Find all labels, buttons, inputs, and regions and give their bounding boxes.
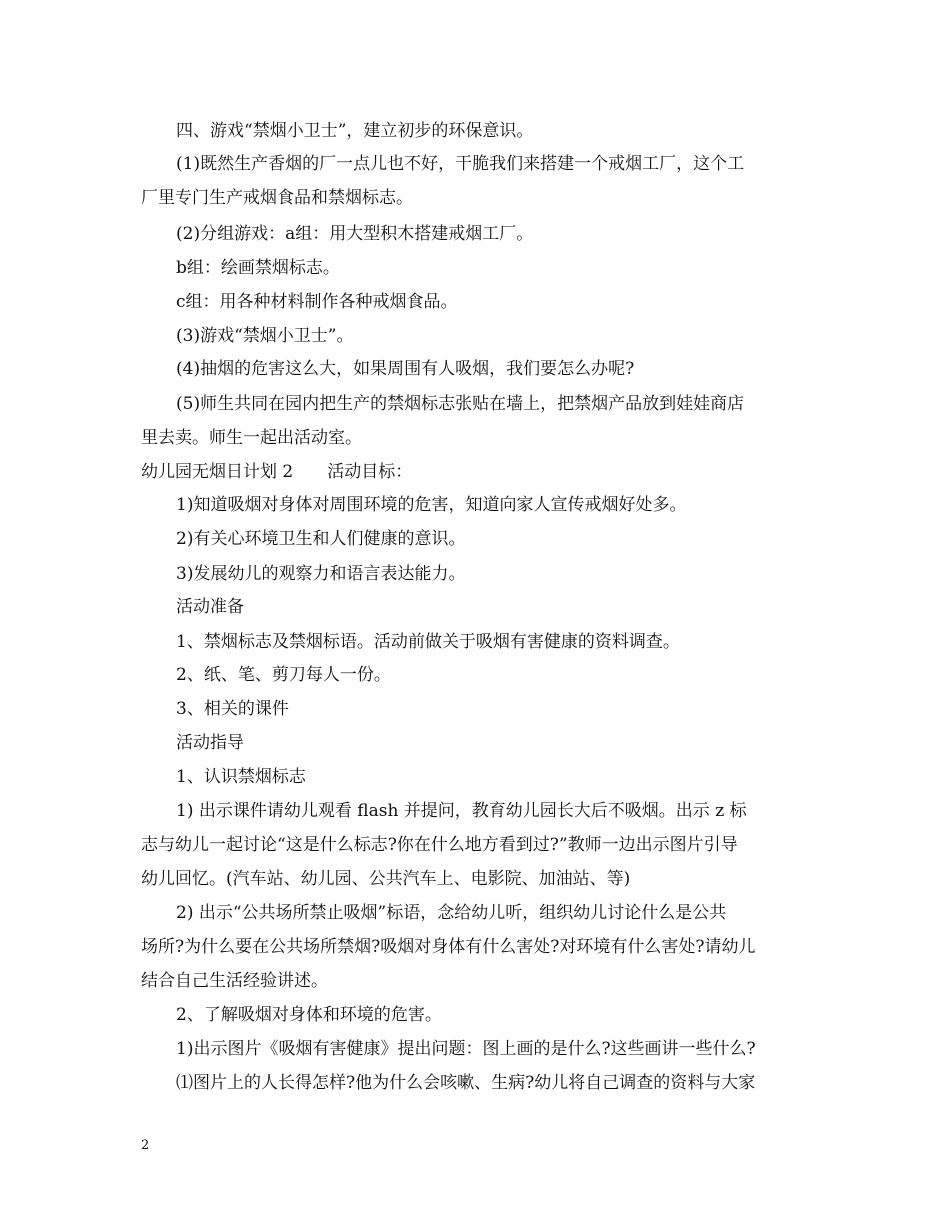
paragraph-text: 2、了解吸烟对身体和环境的危害。 [176,1005,442,1025]
paragraph-text: 3、相关的课件 [176,699,289,719]
paragraph-text: 1)知道吸烟对身体对周围环境的危害，知道向家人宣传戒烟好处多。 [176,495,687,515]
page-number: 2 [141,1138,150,1153]
paragraph-text: b组：绘画禁烟标志。 [176,258,340,278]
paragraph-text: 1) 出示课件请幼儿观看 flash 并提问，教育幼儿园长大后不吸烟。出示 z 标 [176,801,747,821]
paragraph-text: 结合自己生活经验讲述。 [141,971,328,991]
paragraph-text: 2)有关心环境卫生和人们健康的意识。 [176,529,466,549]
paragraph-text: 2) 出示“公共场所禁止吸烟”标语，念给幼儿听，组织幼儿讨论什么是公共 [176,903,727,923]
paragraph-text: 1)出示图片《吸烟有害健康》提出问题：图上画的是什么?这些画讲一些什么? [176,1039,756,1059]
paragraph-text: 里去卖。师生一起出活动室。 [141,428,362,448]
section-heading: 幼儿园无烟日计划 2 活动目标： [141,462,413,482]
paragraph-text: 志与幼儿一起讨论“这是什么标志?你在什么地方看到过?”教师一边出示图片引导 [141,835,738,855]
paragraph-text: (1)既然生产香烟的厂一点儿也不好，干脆我们来搭建一个戒烟工厂，这个工 [176,154,745,174]
paragraph-text: 1、禁烟标志及禁烟标语。活动前做关于吸烟有害健康的资料调查。 [176,632,680,652]
paragraph-text: (2)分组游戏：a组：用大型积木搭建戒烟工厂。 [176,224,534,244]
section-heading: 活动指导 [176,733,244,753]
paragraph-text: (3)游戏“禁烟小卫士”。 [176,326,354,346]
paragraph-text: (5)师生共同在园内把生产的禁烟标志张贴在墙上，把禁烟产品放到娃娃商店 [176,394,745,414]
paragraph-text: 厂里专门生产戒烟食品和禁烟标志。 [141,188,413,208]
paragraph-text: 1、认识禁烟标志 [176,767,306,787]
paragraph-text: c组：用各种材料制作各种戒烟食品。 [176,292,458,312]
paragraph-text: 3)发展幼儿的观察力和语言表达能力。 [176,564,466,584]
section-heading: 活动准备 [176,597,244,617]
paragraph-text: 四、游戏“禁烟小卫士”，建立初步的环保意识。 [176,121,534,141]
paragraph-text: 幼儿回忆。(汽车站、幼儿园、公共汽车上、电影院、加油站、等) [141,869,631,889]
paragraph-text: 2、纸、笔、剪刀每人一份。 [176,665,391,685]
paragraph-text: (4)抽烟的危害这么大，如果周围有人吸烟，我们要怎么办呢? [176,359,635,379]
paragraph-text: 场所?为什么要在公共场所禁烟?吸烟对身体有什么害处?对环境有什么害处?请幼儿 [141,937,756,957]
paragraph-text: ⑴图片上的人长得怎样?他为什么会咳嗽、生病?幼儿将自己调查的资料与大家 [176,1073,756,1093]
